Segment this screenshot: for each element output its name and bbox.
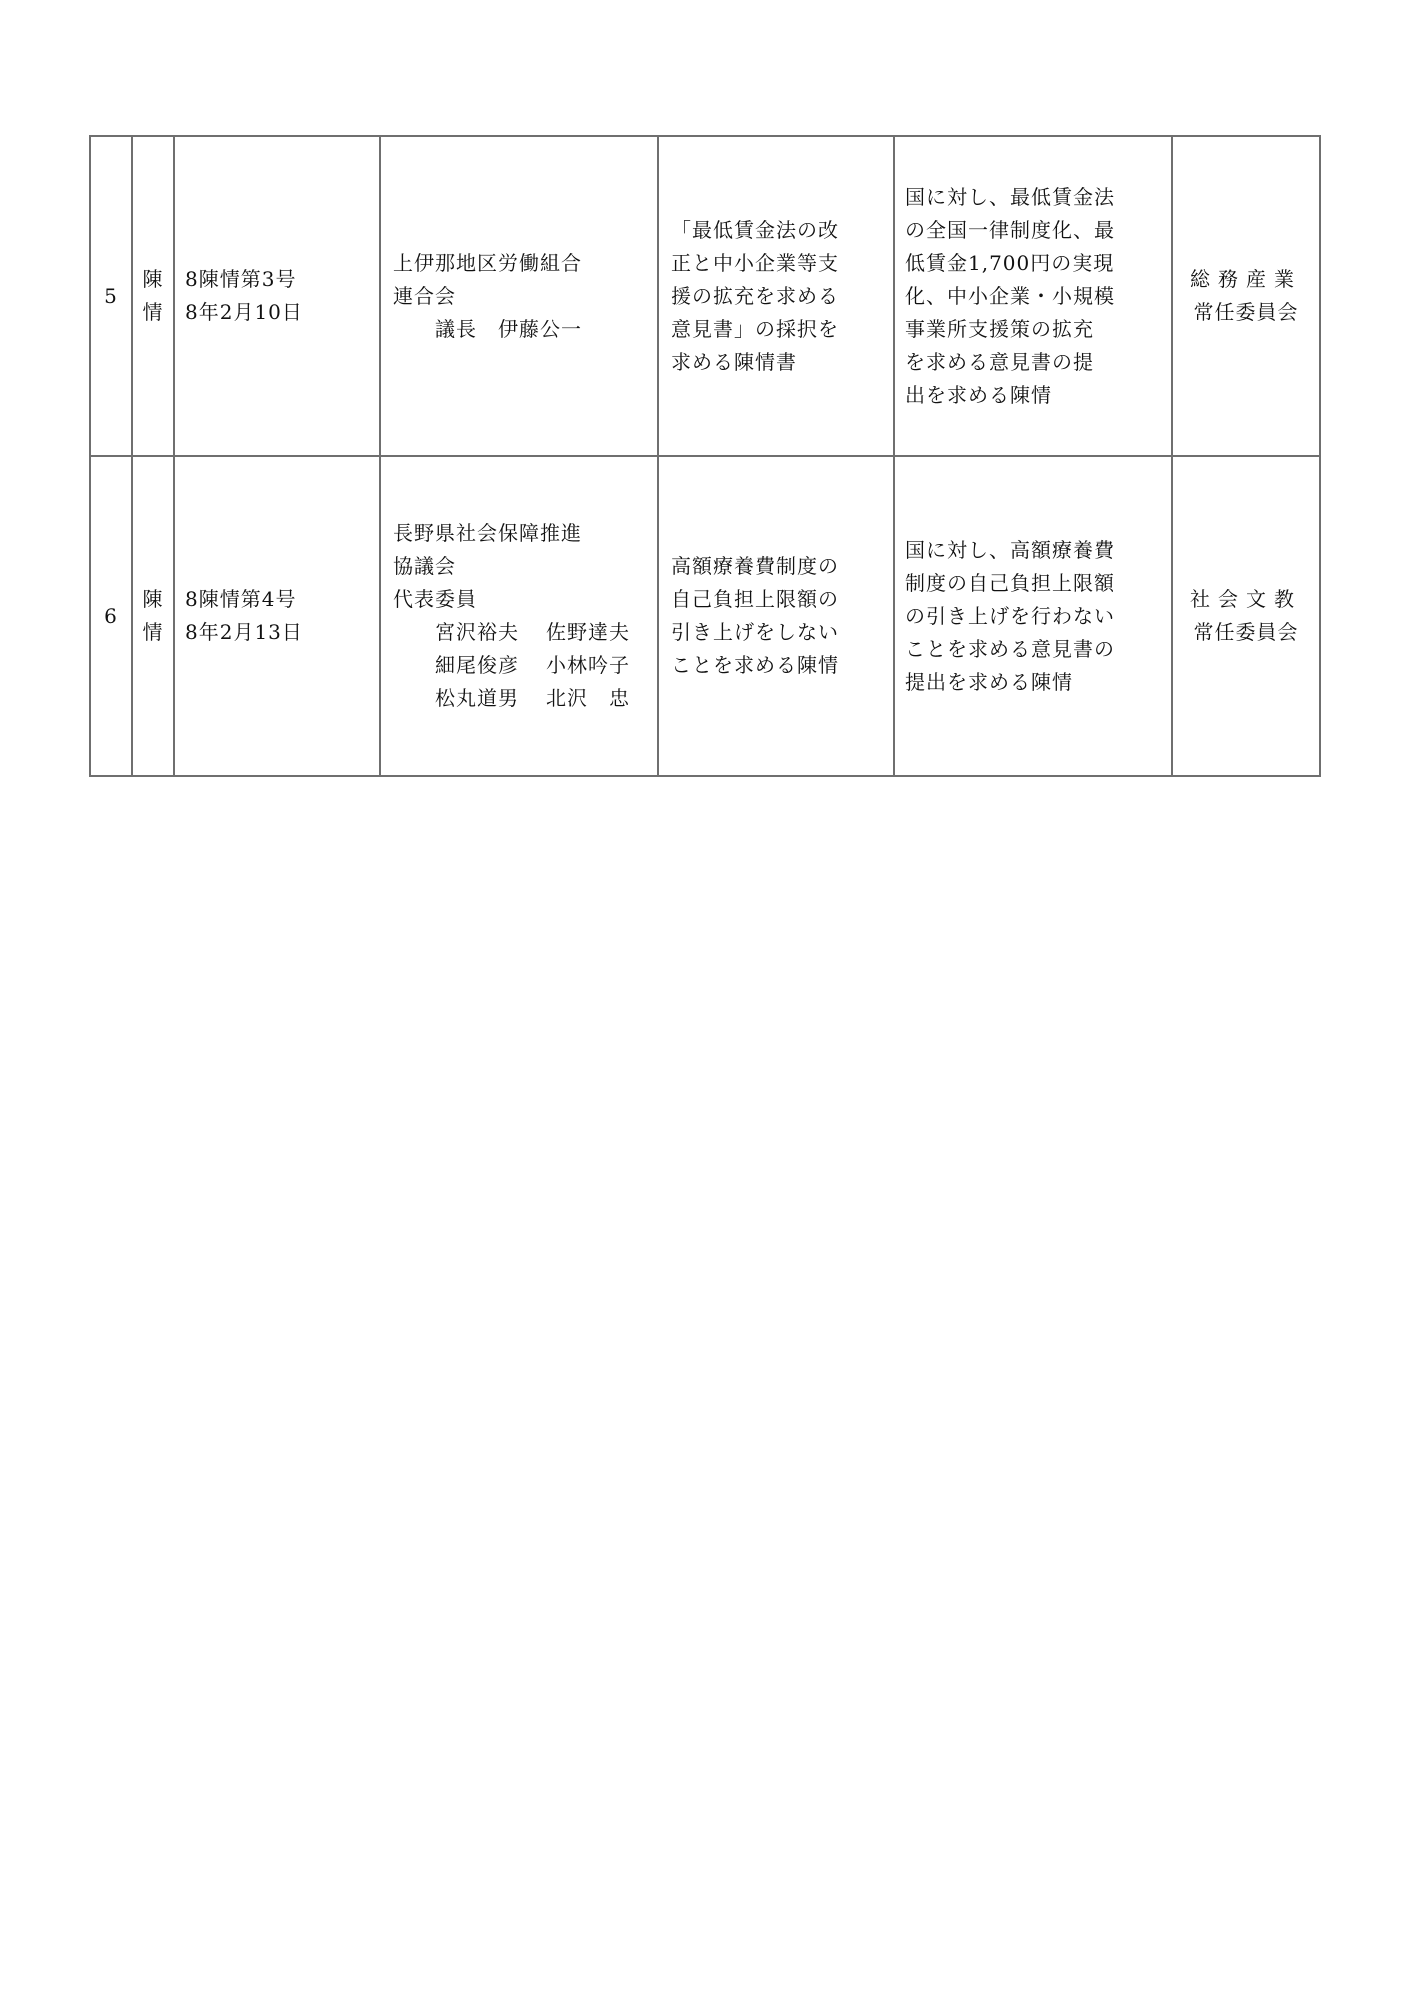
row-number <box>90 136 132 456</box>
petition-date: 8年2月13日 <box>185 620 303 644</box>
petition-summary <box>894 456 1172 776</box>
committee-name: 総務産業 <box>1190 267 1302 291</box>
representative-role: 代表委員 <box>393 587 477 611</box>
petitioner <box>380 456 658 776</box>
petition-title <box>658 456 894 776</box>
petition-date: 8年2月10日 <box>185 300 303 324</box>
row-number-text: 6 <box>104 603 118 628</box>
table-row <box>90 456 1320 776</box>
row-number <box>90 456 132 776</box>
summary-line: 化、中小企業・小規模 <box>905 283 1115 308</box>
member-name: 北沢 忠 <box>546 686 630 710</box>
title-line: 「最低賃金法の改 <box>671 217 839 242</box>
member-name: 佐野達夫 <box>546 620 630 644</box>
title-line: 自己負担上限額の <box>671 587 839 611</box>
member-name: 宮沢裕夫 <box>435 620 519 644</box>
table-row <box>90 136 1320 456</box>
organization-line: 上伊那地区労働組合 <box>393 250 582 275</box>
organization-line: 連合会 <box>393 283 456 308</box>
petition-type-char: 陳 <box>142 587 164 611</box>
title-line: 正と中小企業等支 <box>671 250 839 275</box>
petitioner <box>380 136 658 456</box>
summary-line: 国に対し、最低賃金法 <box>905 184 1115 209</box>
representative: 議長 伊藤公一 <box>435 316 582 341</box>
member-name: 細尾俊彦 <box>435 653 519 677</box>
summary-line: 事業所支援策の拡充 <box>905 316 1094 341</box>
title-line: 求める陳情書 <box>671 349 797 374</box>
title-line: 引き上げをしない <box>671 620 839 644</box>
summary-line: ことを求める意見書の <box>905 636 1115 661</box>
summary-line: の全国一律制度化、最 <box>905 217 1115 242</box>
committee <box>1172 136 1320 456</box>
organization-line: 長野県社会保障推進 <box>393 521 582 545</box>
petition-type <box>132 456 174 776</box>
summary-line: 提出を求める陳情 <box>905 669 1073 694</box>
title-line: 意見書」の採択を <box>671 316 839 341</box>
summary-line: 出を求める陳情 <box>905 382 1052 407</box>
title-line: 高額療養費制度の <box>671 554 839 578</box>
organization-line: 協議会 <box>393 554 456 578</box>
summary-line: を求める意見書の提 <box>905 349 1094 374</box>
summary-line: の引き上げを行わない <box>905 603 1115 628</box>
petition-type-char: 陳 <box>142 267 164 291</box>
member-name: 小林吟子 <box>546 653 630 677</box>
petition-table <box>89 135 1321 777</box>
summary-line: 制度の自己負担上限額 <box>905 570 1115 595</box>
petition-reference <box>174 136 380 456</box>
petition-reference <box>174 456 380 776</box>
summary-line: 国に対し、高額療養費 <box>905 537 1115 562</box>
member-pair <box>393 616 657 649</box>
title-line: 援の拡充を求める <box>671 283 839 308</box>
committee-type: 常任委員会 <box>1193 620 1299 644</box>
petition-type-char: 情 <box>142 300 164 324</box>
title-line: ことを求める陳情 <box>671 653 839 677</box>
member-pair <box>393 649 657 682</box>
petition-number: 8陳情第4号 <box>185 587 297 611</box>
petition-number: 8陳情第3号 <box>185 267 297 291</box>
petition-summary <box>894 136 1172 456</box>
summary-line: 低賃金1,700円の実現 <box>905 250 1115 275</box>
petition-title <box>658 136 894 456</box>
petition-type <box>132 136 174 456</box>
row-number-text: 5 <box>104 283 118 308</box>
committee-type: 常任委員会 <box>1193 300 1299 324</box>
member-name: 松丸道男 <box>435 686 519 710</box>
petition-type-char: 情 <box>142 620 164 644</box>
member-pair <box>393 682 657 715</box>
committee <box>1172 456 1320 776</box>
committee-name: 社会文教 <box>1190 587 1302 611</box>
